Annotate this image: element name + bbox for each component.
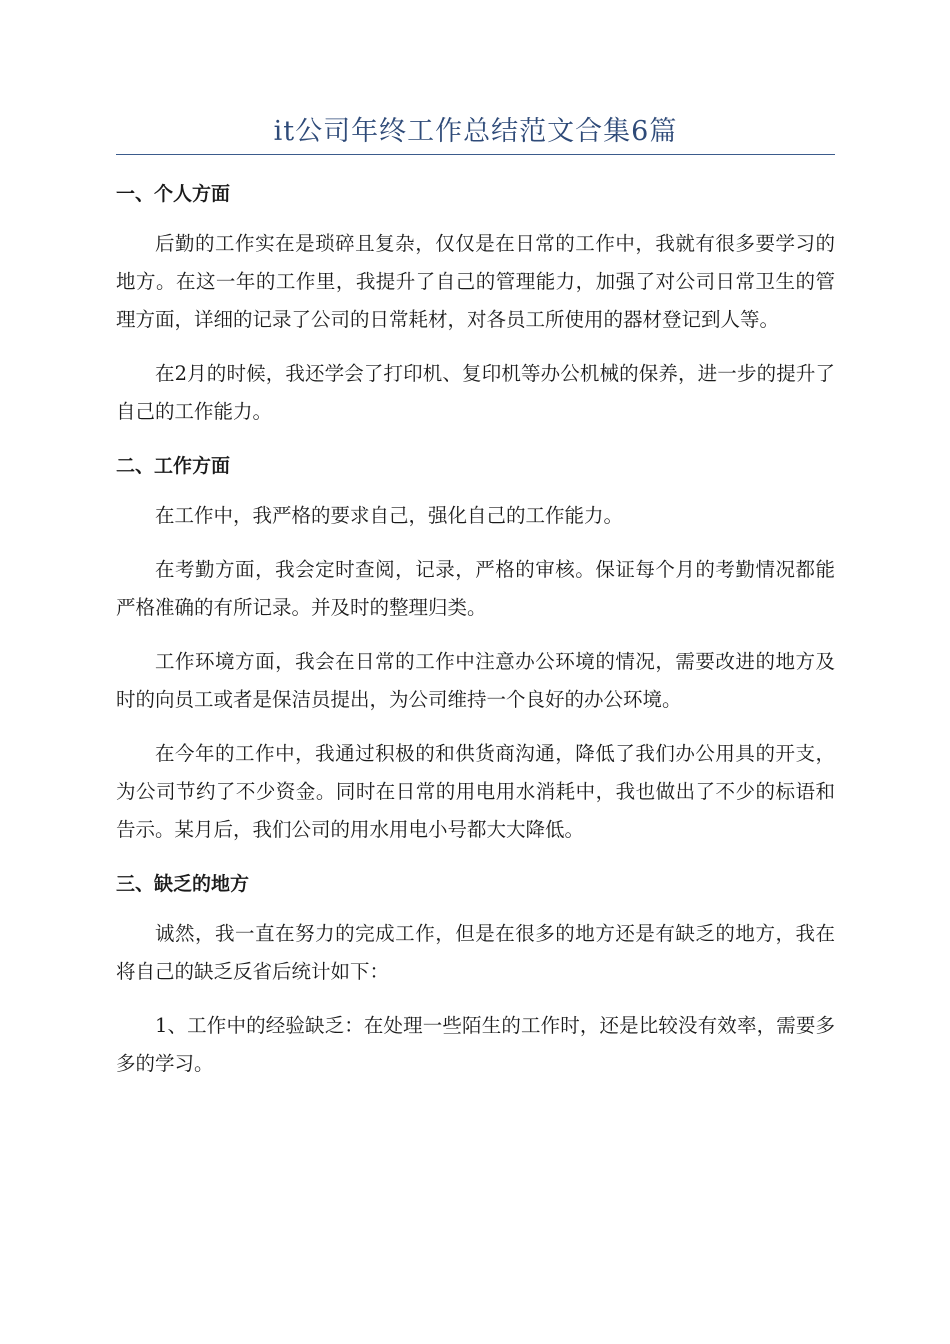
paragraph: 在工作中，我严格的要求自己，强化自己的工作能力。: [155, 504, 624, 527]
paragraph: 在2月的时候，我还学会了打印机、复印机等办公机械的保养，进一步的提升了自己的工作能力。: [116, 362, 835, 423]
section-heading-shortcomings: 三、缺乏的地方: [116, 873, 250, 895]
paragraph: 在考勤方面，我会定时查阅，记录，严格的审核。保证每个月的考勤情况都能严格准确的有所记录。并及时的整理归类。: [116, 558, 835, 619]
paragraph: 在今年的工作中，我通过积极的和供货商沟通，降低了我们办公用具的开支，为公司节约了不少资金。同时在日常的用电用水消耗中，我也做出了不少的标语和告示。某月后，我们公司的用水用电小号都大大降低。: [116, 742, 835, 841]
paragraph: 1、工作中的经验缺乏：在处理一些陌生的工作时，还是比较没有效率，需要多多的学习。: [116, 1014, 835, 1075]
paragraph: 后勤的工作实在是琐碎且复杂，仅仅是在日常的工作中，我就有很多要学习的地方。在这一年的工作里，我提升了自己的管理能力，加强了对公司日常卫生的管理方面，详细的记录了公司的日常耗材，对各员工所使用的器材登记到人等。: [116, 232, 835, 331]
paragraph: 诚然，我一直在努力的完成工作，但是在很多的地方还是有缺乏的地方，我在将自己的缺乏反省后统计如下：: [116, 922, 835, 983]
document-page: [116, 112, 835, 1083]
paragraph: 工作环境方面，我会在日常的工作中注意办公环境的情况，需要改进的地方及时的向员工或者是保洁员提出，为公司维持一个良好的办公环境。: [116, 650, 835, 711]
section-heading-work: 二、工作方面: [116, 455, 231, 477]
document-title: it公司年终工作总结范文合集6篇: [116, 112, 835, 155]
section-heading-personal: 一、个人方面: [116, 183, 231, 205]
